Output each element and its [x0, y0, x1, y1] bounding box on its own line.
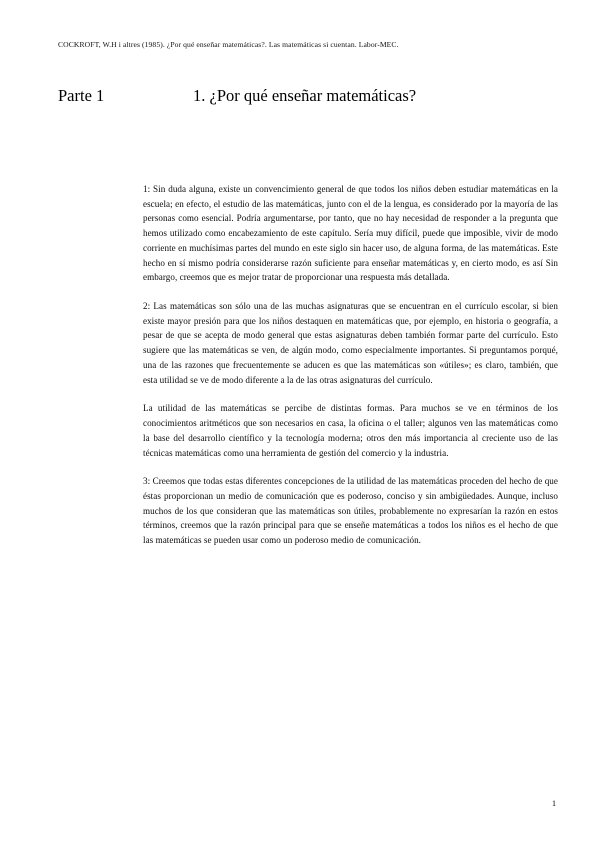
- chapter-title: 1. ¿Por qué enseñar matemáticas?: [193, 86, 417, 105]
- paragraph: 1: Sin duda alguna, existe un convencimiento general de que todos los niños deben estudiar matemáticas en la escuela; en efecto, el estudio de las matemáticas, junto con el de la lengua, es considerado por la mayoría de las personas como esencial. Podría argumentarse, por tanto, que no hay necesidad de responder a la pregunta que hemos utilizado como encabezamiento de este capítulo. Sería muy difícil, puede que imposible, vivir de modo corriente en muchísimas partes del mundo en este siglo sin hacer uso, de alguna forma, de las matemáticas. Este hecho en sí mismo podría considerarse razón suficiente para enseñar matemáticas y, en cierto modo, es así Sin embargo, creemos que es mejor tratar de proporcionar una respuesta más detallada.: [143, 184, 558, 283]
- paragraph: 2: Las matemáticas son sólo una de las muchas asignaturas que se encuentran en el currículo escolar, si bien existe mayor presión para que los niños destaquen en matemáticas que, por ejemplo, en historia o geografía, a pesar de que se acepta de modo general que estas asignaturas deben también formar parte del currículo. Esto sugiere que las matemáticas se ven, de algún modo, como especialmente importantes. Si preguntamos porqué, una de las razones que frecuentemente se aducen es que las matemáticas son «útiles»; es claro, también, que esta utilidad se ve de modo diferente a la de las otras asignaturas del currículo.: [143, 301, 558, 385]
- chapter-heading: [58, 86, 558, 106]
- part-label: Parte 1: [58, 86, 105, 105]
- paragraph: La utilidad de las matemáticas se percibe de distintas formas. Para muchos se ve en términos de los conocimientos aritméticos que son necesarios en casa, la oficina o el taller; algunos ven las matemáticas como la base del desarrollo científico y la tecnología moderna; otros den más importancia al creciente uso de las técnicas matemáticas como una herramienta de gestión del comercio y la industria.: [143, 403, 558, 458]
- paragraph: 3: Creemos que todas estas diferentes concepciones de la utilidad de las matemáticas proceden del hecho de que éstas proporcionan un medio de comunicación que es poderoso, conciso y sin ambigüedades. Aunque, incluso muchos de los que consideran que las matemáticas son útiles, probablemente no expresarían la razón en estos términos, creemos que la razón principal para que se enseñe matemáticas a todos los niños es el hecho de que las matemáticas se pueden usar como un poderoso medio de comunicación.: [143, 476, 558, 546]
- source-citation: COCKROFT, W.H i altres (1985). ¿Por qué enseñar matemáticas?. Las matemáticas si cuentan. Labor-MEC.: [58, 40, 399, 49]
- page-number: 1: [552, 799, 556, 808]
- body-text-column: [143, 182, 558, 548]
